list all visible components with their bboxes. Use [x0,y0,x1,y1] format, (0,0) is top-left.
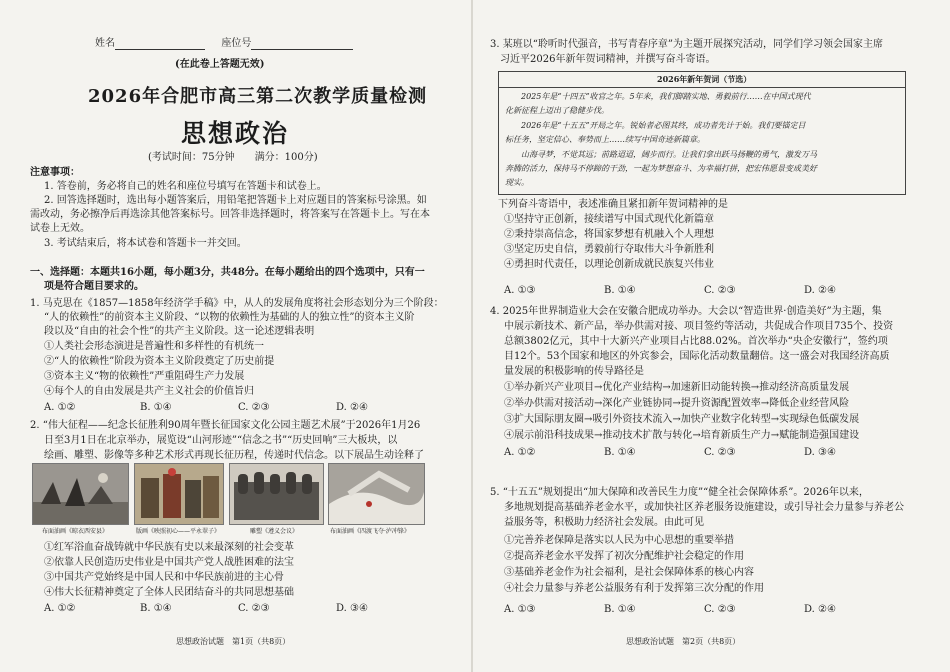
q5-stem: 益服务等，积极助力经济社会发展。由此可见 [504,517,704,528]
q4-stem: 中展示新技术、新产品，举办供需对接、项目签约等活动，共促成合作项目735个、投资 [504,321,894,332]
q2-statement: ②依靠人民创造历史伟业是中国共产党人战胜困难的法宝 [44,557,294,568]
q2-option-a: A. ①② [44,603,76,614]
q2-stem: 日至3月1日在北京举办，展览设“山河形迹”“信念之书”“历史回响”三大板块，以 [44,435,398,446]
q1-statement: ④每个人的自由发展是共产主义社会的价值旨归 [44,386,254,397]
name-field [95,37,353,50]
box-line: 现实。 [505,178,529,187]
q4-option-b: B. ①④ [604,447,636,458]
box-line: 标任务，坚定信心、奉势而上……续写中国奇迹新篇章。 [505,135,705,144]
q2-option-d: D. ③④ [336,603,368,614]
seat-label: 座位号 [221,38,252,49]
q5-statement: ①完善养老保障是落实以人民为中心思想的重要举措 [504,535,734,546]
q3-lead: 下列奋斗寄语中，表述准确且紧扣新年贺词精神的是 [498,199,728,210]
q5-statement: ②提高养老金水平发挥了初次分配维护社会稳定的作用 [504,551,744,562]
page-1 [0,0,472,672]
q1-option-c: C. ②③ [238,402,270,413]
q3-statement: ②秉持崇高信念，将国家梦想有机融入个人理想 [504,229,714,240]
instruction-line: 试卷上无效。 [30,223,90,234]
q4-statement: ②举办供需对接活动→深化产业链协同→提升资源配置效率→降低企业经营风险 [504,398,850,409]
q5-option-b: B. ①④ [604,604,636,615]
box-line: 山海寻梦，不觉其远；前路迢迢，阔步而行。让我们拿出跃马扬鞭的勇气，激发万马 [521,150,817,159]
q5-option-d: D. ②④ [804,604,836,615]
speech-excerpt-box [498,71,906,195]
q3-option-b: B. ①④ [604,285,636,296]
q1-statement: ③资本主义“物的依赖性”严重阻碍生产力发展 [44,371,245,382]
name-blank [115,39,205,50]
q4-statement: ③扩大国际朋友圈→吸引外资技术流入→加快产业数字化转型→实现绿色低碳发展 [504,414,860,425]
q4-option-c: C. ②③ [704,447,736,458]
box-line: 奔腾的活力，保持马不停蹄的干劲，一起为梦想奋斗、为幸福打拼，把宏伟愿景变成美好 [505,164,817,173]
q2-statement: ④伟大长征精神奠定了全体人民团结奋斗的共同思想基础 [44,587,294,598]
q1-statement: ②“人的依赖性”阶段为资本主义阶段奠定了历史前提 [44,356,275,367]
q5-option-c: C. ②③ [704,604,736,615]
artwork-painting-1 [32,463,129,525]
time-info: (考试时间：75分钟 满分：100分) [148,152,318,163]
q1-stem: “人的依赖性”的前资本主义阶段、“以物的依赖性为基础的人的独立性”的资本主义阶 [44,312,415,323]
q4-stem: 量发展的积极影响的传导路径是 [504,366,644,377]
section-heading: 项是符合题目要求的。 [44,281,144,292]
q3-statement: ④勇担时代责任，以理论创新成就民族复兴伟业 [504,259,714,270]
q2-stem: 2. “伟大征程——纪念长征胜利90周年暨长征国家文化公园主题艺术展”于2026年1月26 [30,420,421,431]
q2-option-c: C. ②③ [238,603,270,614]
q4-statement: ④展示前沿科技成果→推动技术扩散与转化→培育新质生产力→赋能制造强国建设 [504,430,860,441]
q4-option-d: D. ③④ [804,447,836,458]
box-line: 化新征程上迈出了稳健步伐。 [505,106,609,115]
q4-stem: 目12个。53个国家和地区的外宾参会，国际化活动数量翻倍。这一盛会对我国经济高质 [504,351,890,362]
q3-stem: 习近平2026年新年贺词精神，并撰写奋斗寄语。 [500,54,716,65]
page-2 [474,0,950,672]
q1-option-b: B. ①④ [140,402,172,413]
box-line: 2025年是“十四五”收官之年。5年来，我们脚踏实地、勇毅前行……在中国式现代 [521,92,811,101]
artwork-painting-2 [328,463,425,525]
artwork-print [134,463,224,525]
name-label: 姓名 [95,38,115,49]
instructions-heading: 注意事项： [30,167,80,178]
artwork-caption: 版画《映照初心——平永翠子》 [136,528,221,535]
instruction-line: 需改动，务必擦净后再选涂其他答案标号。回答非选择题时，将答案写在答题卡上。写在本 [30,209,430,220]
artwork-caption: 雕塑《遵义会议》 [250,528,299,535]
q3-statement: ③坚定历史自信，勇毅前行夺取伟大斗争新胜利 [504,244,714,255]
artwork-sculpture [229,463,324,525]
q5-statement: ③基础养老金作为社会福利，是社会保障体系的核心内容 [504,567,754,578]
page-footer: 思想政治试题 第2页（共8页） [626,637,741,646]
page-footer: 思想政治试题 第1页（共8页） [176,637,291,646]
q3-stem: 3. 某班以“聆听时代强音，书写青春序章”为主题开展探究活动，同学们学习领会国家主席 [490,39,883,50]
q1-stem: 段以及“自由的社会个性”的共产主义阶段。这一论述逻辑表明 [44,326,315,337]
box-line: 2026年是“十五五”开局之年。锐始者必图其终，成功者先计于始。我们要锚定目 [521,121,806,130]
q1-stem: 1. 马克思在《1857—1858年经济学手稿》中，从人的发展角度将社会形态划分为三个阶段： [30,298,444,309]
instruction-line: 1. 答卷前，务必将自己的姓名和座位号填写在答题卡和试卷上。 [44,181,327,192]
q3-statement: ①坚持守正创新，接续谱写中国式现代化新篇章 [504,214,714,225]
instruction-line: 2. 回答选择题时，选出每小题答案后，用铅笔把答题卡上对应题目的答案标号涂黑。如 [44,195,427,206]
q4-statement: ①举办新兴产业项目→优化产业结构→加速新旧动能转换→推动经济高质量发展 [504,382,850,393]
artwork-caption: 布面油画《晾衣西安县》 [42,528,109,535]
q3-option-c: C. ②③ [704,285,736,296]
instruction-line: 3. 考试结束后，将本试卷和答题卡一并交回。 [44,238,247,249]
answer-notice: (在此卷上答题无效) [175,59,265,70]
section-heading: 一、选择题：本题共16小题，每小题3分，共48分。在每小题给出的四个选项中，只有一 [30,267,425,278]
exam-title: 2026年合肥市高三第二次教学质量检测 [88,86,428,107]
box-title: 2026年新年贺词（节选） [657,74,752,84]
q2-option-b: B. ①④ [140,603,172,614]
q5-option-a: A. ①③ [504,604,536,615]
q2-statement: ①红军浴血奋战铸就中华民族有史以来最深刻的社会变革 [44,542,294,553]
q4-option-a: A. ①② [504,447,536,458]
seat-blank [251,39,353,50]
subject-title: 思想政治 [181,119,290,148]
q2-stem: 绘画、雕塑、影像等多种艺术形式再现长征历程，传递时代信念。以下展品生动诠释了 [44,450,424,461]
q2-statement: ③中国共产党始终是中国人民和中华民族前进的主心骨 [44,572,284,583]
q4-stem: 总额3802亿元，其中十大新兴产业项目占比88.02%。首次举办“央企安徽行”，签约项 [504,336,888,347]
q3-option-d: D. ②④ [804,285,836,296]
q5-stem: 多地规划提高基础养老金水平，或加快社区养老服务设施建设，或引导社会力量参与养老公 [504,502,904,513]
q5-statement: ④社会力量参与养老公益服务有利于发挥第三次分配的作用 [504,583,764,594]
q1-option-a: A. ①② [44,402,76,413]
q1-option-d: D. ②④ [336,402,368,413]
q3-option-a: A. ①③ [504,285,536,296]
artwork-caption: 布面油画《四渡飞夺·泸冲锋》 [330,528,410,535]
q1-statement: ①人类社会形态演进是普遍性和多样性的有机统一 [44,341,264,352]
q4-stem: 4. 2025年世界制造业大会在安徽合肥成功举办。大会以“智造世界·创造美好”为主题，集 [490,306,882,317]
q5-stem: 5. “十五五”规划提出“加大保障和改善民生力度”“健全社会保障体系”。2026年以来， [490,487,869,498]
